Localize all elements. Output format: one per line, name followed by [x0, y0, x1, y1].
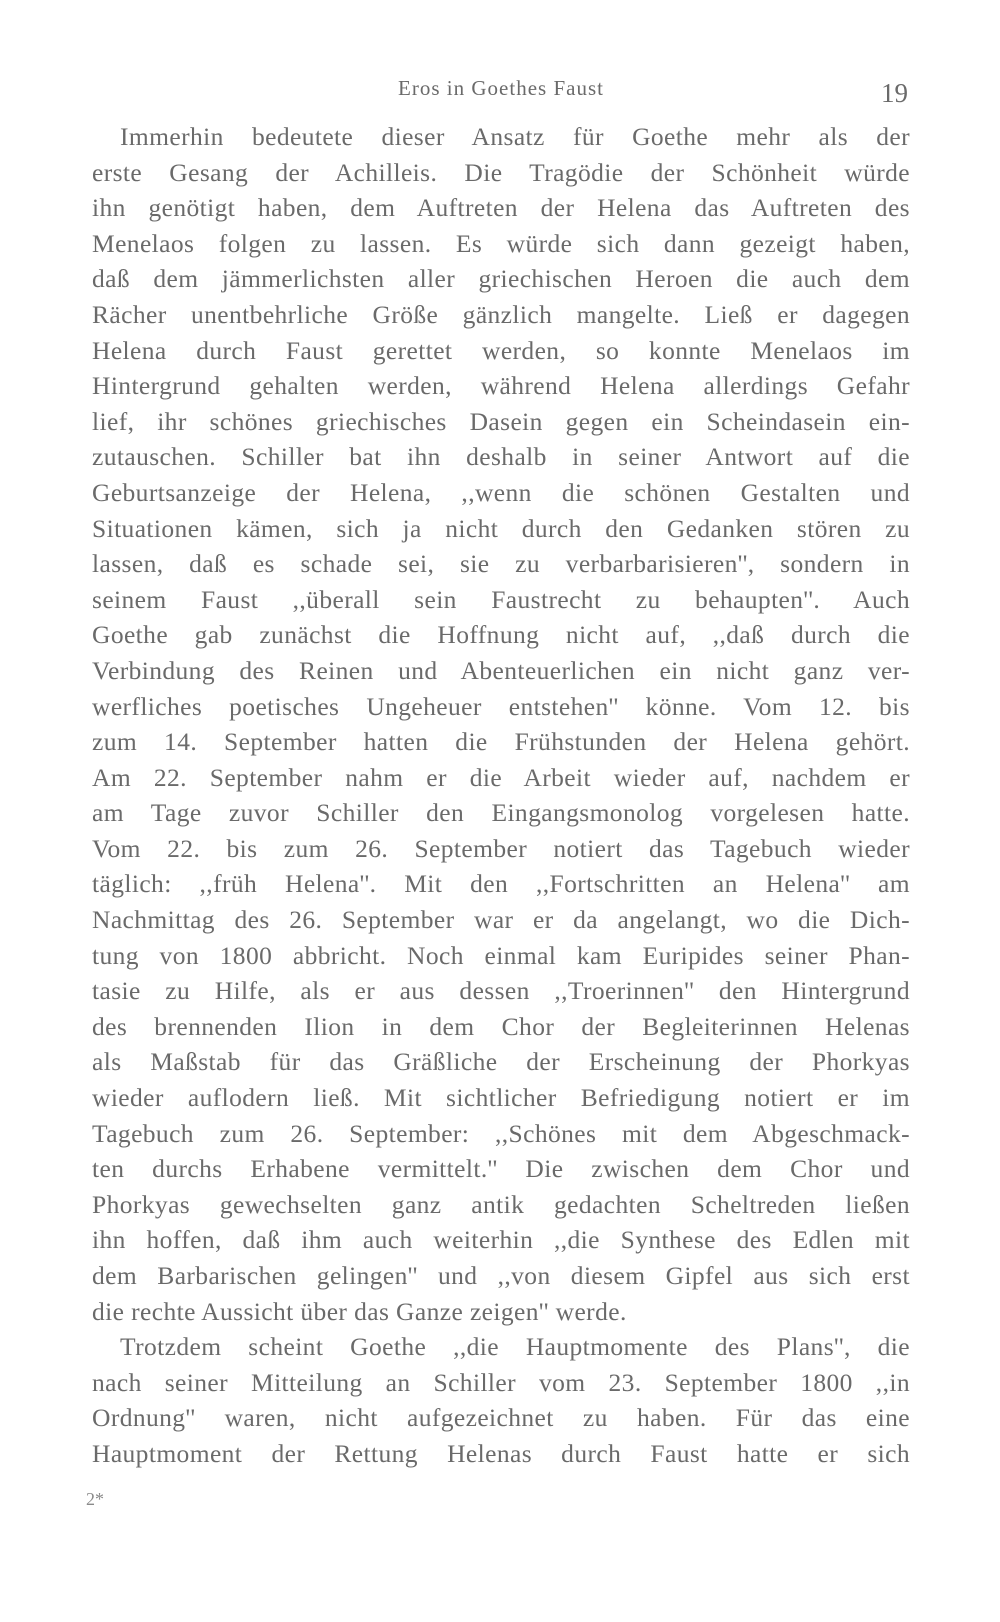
text-line: Menelaos folgen zu lassen. Es würde sich dann gezeigt haben,: [92, 228, 910, 258]
text-line: Hauptmoment der Rettung Helenas durch Faust hatte er sich: [92, 1438, 910, 1468]
signature-mark: 2*: [86, 1489, 104, 1509]
text-line: werfliches poetisches Ungeheuer entstehen'' könne. Vom 12. bis: [92, 691, 910, 721]
text-line: seinem Faust ,,überall sein Faustrecht zu behaupten''. Auch: [92, 584, 910, 614]
paragraph: [92, 119, 910, 1329]
text-line: Goethe gab zunächst die Hoffnung nicht auf, ,,daß durch die: [92, 620, 910, 650]
text-line: am Tage zuvor Schiller den Eingangsmonolog vorgelesen hatte.: [92, 798, 910, 828]
text-line: täglich: ,,früh Helena''. Mit den ,,Fortschritten an Helena'' am: [92, 869, 910, 899]
text-line: nach seiner Mitteilung an Schiller vom 23. September 1800 ,,in: [92, 1367, 910, 1397]
text-line: Ordnung'' waren, nicht aufgezeichnet zu haben. Für das eine: [92, 1403, 910, 1433]
text-line: Vom 22. bis zum 26. September notiert das Tagebuch wieder: [92, 833, 910, 863]
text-line: Trotzdem scheint Goethe ,,die Hauptmomente des Plans'', die: [120, 1332, 910, 1362]
text-line: tasie zu Hilfe, als er aus dessen ,,Troerinnen'' den Hintergrund: [92, 976, 910, 1006]
text-line: Geburtsanzeige der Helena, ,,wenn die schönen Gestalten und: [92, 477, 910, 507]
text-line: wieder auflodern ließ. Mit sichtlicher Befriedigung notiert er im: [92, 1083, 910, 1113]
text-line: Rächer unentbehrliche Größe gänzlich mangelte. Ließ er dagegen: [92, 299, 910, 329]
text-line: als Maßstab für das Gräßliche der Erscheinung der Phorkyas: [92, 1047, 910, 1077]
text-line: Nachmittag des 26. September war er da angelangt, wo die Dich-: [92, 905, 910, 935]
text-line: ihn genötigt haben, dem Auftreten der Helena das Auftreten des: [92, 193, 910, 223]
running-title: Eros in Goethes Faust: [398, 76, 604, 100]
text-line: lief, ihr schönes griechisches Dasein gegen ein Scheindasein ein-: [92, 406, 910, 436]
text-line: Am 22. September nahm er die Arbeit wieder auf, nachdem er: [92, 762, 910, 792]
text-line: Hintergrund gehalten werden, während Helena allerdings Gefahr: [92, 371, 910, 401]
text-line: ten durchs Erhabene vermittelt.'' Die zwischen dem Chor und: [92, 1154, 910, 1184]
page-header: [92, 74, 910, 114]
text-line: Helena durch Faust gerettet werden, so konnte Menelaos im: [92, 335, 910, 365]
text-line: tung von 1800 abbricht. Noch einmal kam Euripides seiner Phan-: [92, 940, 910, 970]
text-line: daß dem jämmerlichsten aller griechischen Heroen die auch dem: [92, 264, 910, 294]
text-line: zum 14. September hatten die Frühstunden der Helena gehört.: [92, 727, 910, 757]
text-line: ihn hoffen, daß ihm auch weiterhin ,,die Synthese des Edlen mit: [92, 1225, 910, 1255]
body-text: [92, 119, 910, 1472]
text-line: die rechte Aussicht über das Ganze zeigen'' werde.: [92, 1296, 627, 1326]
text-line: dem Barbarischen gelingen'' und ,,von diesem Gipfel aus sich erst: [92, 1261, 910, 1290]
text-line: des brennenden Ilion in dem Chor der Begleiterinnen Helenas: [92, 1011, 910, 1041]
text-line: Situationen kämen, sich ja nicht durch den Gedanken stören zu: [92, 513, 910, 543]
text-line: Immerhin bedeutete dieser Ansatz für Goethe mehr als der: [120, 122, 910, 151]
text-line: Verbindung des Reinen und Abenteuerlichen ein nicht ganz ver-: [92, 655, 910, 685]
text-line: zutauschen. Schiller bat ihn deshalb in seiner Antwort auf die: [92, 442, 910, 472]
page-number: 19: [881, 78, 908, 108]
text-line: erste Gesang der Achilleis. Die Tragödie der Schönheit würde: [92, 157, 910, 187]
paragraph: [92, 1329, 910, 1471]
text-line: Phorkyas gewechselten ganz antik gedachten Scheltreden ließen: [92, 1189, 910, 1219]
text-line: lassen, daß es schade sei, sie zu verbarbarisieren'', sondern in: [92, 549, 910, 579]
text-line: Tagebuch zum 26. September: ,,Schönes mit dem Abgeschmack-: [92, 1118, 910, 1148]
